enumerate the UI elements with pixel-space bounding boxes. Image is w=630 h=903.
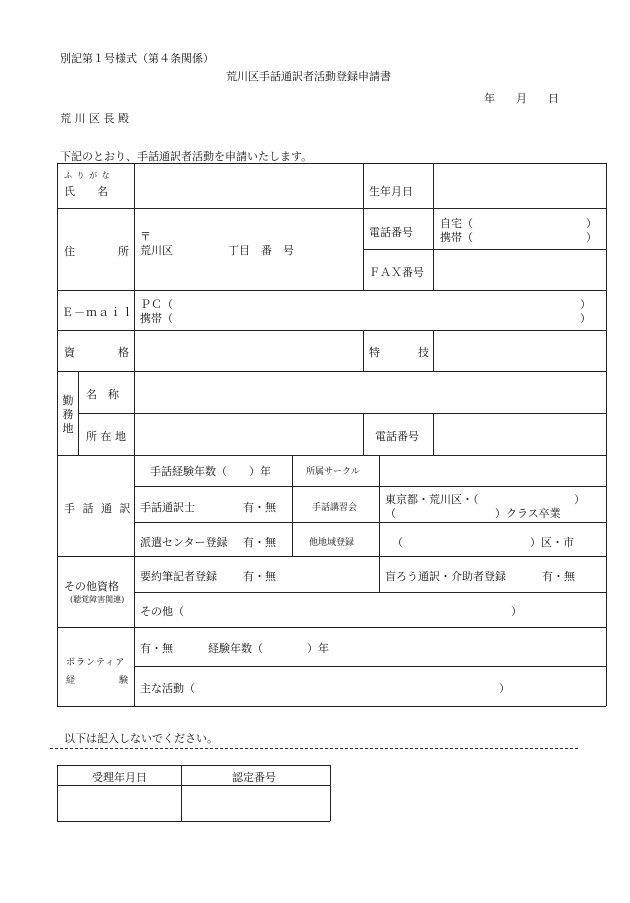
email-mobile-close: ） <box>580 312 591 325</box>
furigana-label: ふ り が な <box>64 171 111 180</box>
qualification-field[interactable] <box>135 331 362 370</box>
qualification-label-1: 資 <box>64 346 75 359</box>
workplace-phone-field[interactable] <box>434 414 605 454</box>
sign-label: 手 話 通 訳 <box>64 502 133 515</box>
volunteer-yes-no[interactable]: 有・無 <box>140 642 173 655</box>
workplace-phone-label: 電話番号 <box>375 430 419 443</box>
deafblind-yes-no[interactable]: 有・無 <box>542 570 575 583</box>
mobile-phone-label: 携帯（ <box>440 231 473 244</box>
workplace-group-label: 勤務地 <box>62 394 74 435</box>
volunteer-label-2a: 経 <box>66 676 76 686</box>
skill-label-2: 技 <box>418 346 429 359</box>
sign-interpreter-yes-no[interactable]: 有・無 <box>243 501 276 514</box>
sign-other-region-label: 他地域登録 <box>309 538 355 548</box>
fax-label: ＦＡＸ番号 <box>369 266 424 279</box>
home-phone-close: ） <box>586 217 597 230</box>
skill-field[interactable] <box>434 331 605 370</box>
workplace-name-field[interactable] <box>135 372 605 412</box>
date-day: 日 <box>548 92 559 105</box>
address-label-2: 所 <box>118 245 129 258</box>
volunteer-label-1: ボランティア <box>66 658 126 668</box>
dob-label: 生年月日 <box>369 185 413 198</box>
form-number: 別記第１号様式（第４条関係） <box>60 52 214 65</box>
volunteer-main-open[interactable]: 主な活動（ <box>140 682 195 695</box>
name-label: 氏 名 <box>64 185 108 198</box>
cert-number-label: 認定番号 <box>232 771 276 784</box>
sign-interpreter-label: 手話通訳士 <box>140 501 195 514</box>
sign-dispatch-yes-no[interactable]: 有・無 <box>243 536 276 549</box>
volunteer-years[interactable]: 経験年数（ ）年 <box>208 642 329 655</box>
footer-note: 以下は記入しないでください。 <box>64 732 218 745</box>
form-title: 荒川区手話通訳者活動登録申請書 <box>226 70 391 83</box>
name-field[interactable] <box>135 164 362 207</box>
email-mobile-label[interactable]: 携帯（ <box>140 312 173 325</box>
cut-line <box>50 748 578 749</box>
sign-circle-field[interactable] <box>380 456 605 485</box>
date-month: 月 <box>516 92 527 105</box>
deafblind-label: 盲ろう通訳・介助者登録 <box>385 570 506 583</box>
sign-years-label[interactable]: 手話経験年数（ ）年 <box>150 465 271 478</box>
volunteer-main-close: ） <box>499 682 510 695</box>
other-etc-open[interactable]: その他（ <box>140 605 184 618</box>
intro-text: 下記のとおり、手話通訳者活動を申請いたします。 <box>60 150 313 163</box>
other-qual-label: その他資格 <box>64 580 119 593</box>
email-label: Ｅ－ｍａｉｌ <box>62 306 134 319</box>
fax-field[interactable] <box>434 250 605 289</box>
phone-label: 電話番号 <box>369 226 413 239</box>
summary-writer-label: 要約筆記者登録 <box>140 570 217 583</box>
sign-course-line2[interactable]: （ ）クラス卒業 <box>385 507 561 520</box>
postal-mark: 〒 <box>140 230 151 243</box>
sign-dispatch-label: 派遣センター登録 <box>140 536 228 549</box>
other-qual-sublabel: (聴覚障害関連) <box>70 595 125 604</box>
skill-label-1: 特 <box>369 346 380 359</box>
dob-field[interactable] <box>434 164 605 207</box>
email-pc-label[interactable]: ＰＣ（ <box>140 298 173 311</box>
summary-writer-yes-no[interactable]: 有・無 <box>243 570 276 583</box>
sign-region-close: ）区・市 <box>530 536 574 549</box>
sign-course-line1[interactable]: 東京都・荒川区・（ <box>385 493 479 506</box>
address-label-1: 住 <box>64 245 75 258</box>
address-text[interactable]: 荒川区 丁目 番 号 <box>140 244 294 257</box>
sign-circle-label: 所属サークル <box>306 467 360 477</box>
addressee: 荒 川 区 長 殿 <box>60 112 129 125</box>
workplace-location-label: 所 在 地 <box>86 430 126 443</box>
workplace-name-label: 名 称 <box>86 388 119 401</box>
other-etc-close: ） <box>511 605 522 618</box>
mobile-phone-close: ） <box>586 231 597 244</box>
sign-course-close: ） <box>574 493 585 506</box>
qualification-label-2: 格 <box>118 346 129 359</box>
home-phone-label: 自宅（ <box>440 217 473 230</box>
workplace-location-field[interactable] <box>135 414 362 454</box>
received-date-label: 受理年月日 <box>92 771 147 784</box>
sign-course-label: 手話講習会 <box>312 503 358 513</box>
email-pc-close: ） <box>580 298 591 311</box>
volunteer-label-2b: 験 <box>119 676 129 686</box>
date-year: 年 <box>484 92 495 105</box>
sign-region-open[interactable]: （ <box>392 536 403 549</box>
